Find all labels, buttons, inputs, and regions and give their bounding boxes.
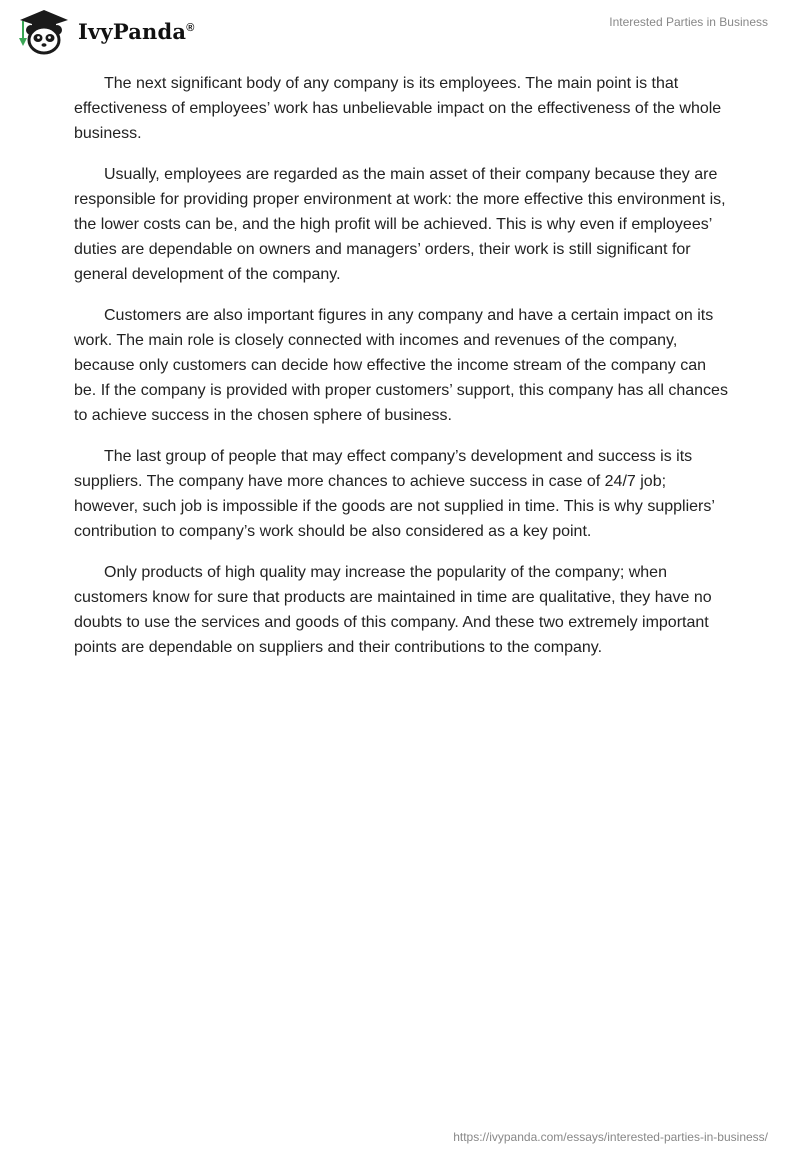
brand-name: IvyPanda® <box>78 18 195 44</box>
paragraph-customers: Customers are also important figures in any company and have a certain impact on its work. The main role is closely connected with incomes and revenues of the company, because only customers can decide how effective the income stream of the company can be. If the company is provided with proper customers’ support, this company has all chances to achieve success in the chosen sphere of business. <box>74 307 728 424</box>
page-header <box>0 0 800 70</box>
brand-logo[interactable] <box>14 6 195 56</box>
paragraph-employees-asset: Usually, employees are regarded as the main asset of their company because they are responsible for providing proper environment at work: the more effective this environment is, the lower costs can be, and the high profit will be achieved. This is why even if employees’ duties are dependable on owners and managers’ orders, their work is still significant for general development of the company. <box>74 166 726 283</box>
paragraph-employees: The next significant body of any company is its employees. The main point is that effectiveness of employees’ work has unbelievable impact on the effectiveness of the whole business. <box>74 75 722 142</box>
source-url[interactable]: https://ivypanda.com/essays/interested-parties-in-business/ <box>453 1130 768 1144</box>
paragraph-quality: Only products of high quality may increase the popularity of the company; when customers know for sure that products are maintained in time are qualitative, they have no doubts to use the services and goods of this company. And these two extremely important points are dependable on suppliers and their contributions to the company. <box>74 564 712 656</box>
essay-body <box>74 71 729 676</box>
panda-graduate-icon <box>14 6 72 56</box>
document-title: Interested Parties in Business <box>609 15 768 29</box>
registered-mark: ® <box>186 21 195 34</box>
paragraph-suppliers: The last group of people that may effect company’s development and success is its suppliers. The company have more chances to achieve success in case of 24/7 job; however, such job is impossible if the goods are not supplied in time. This is why suppliers’ contribution to company’s work should be also considered as a key point. <box>74 448 715 540</box>
